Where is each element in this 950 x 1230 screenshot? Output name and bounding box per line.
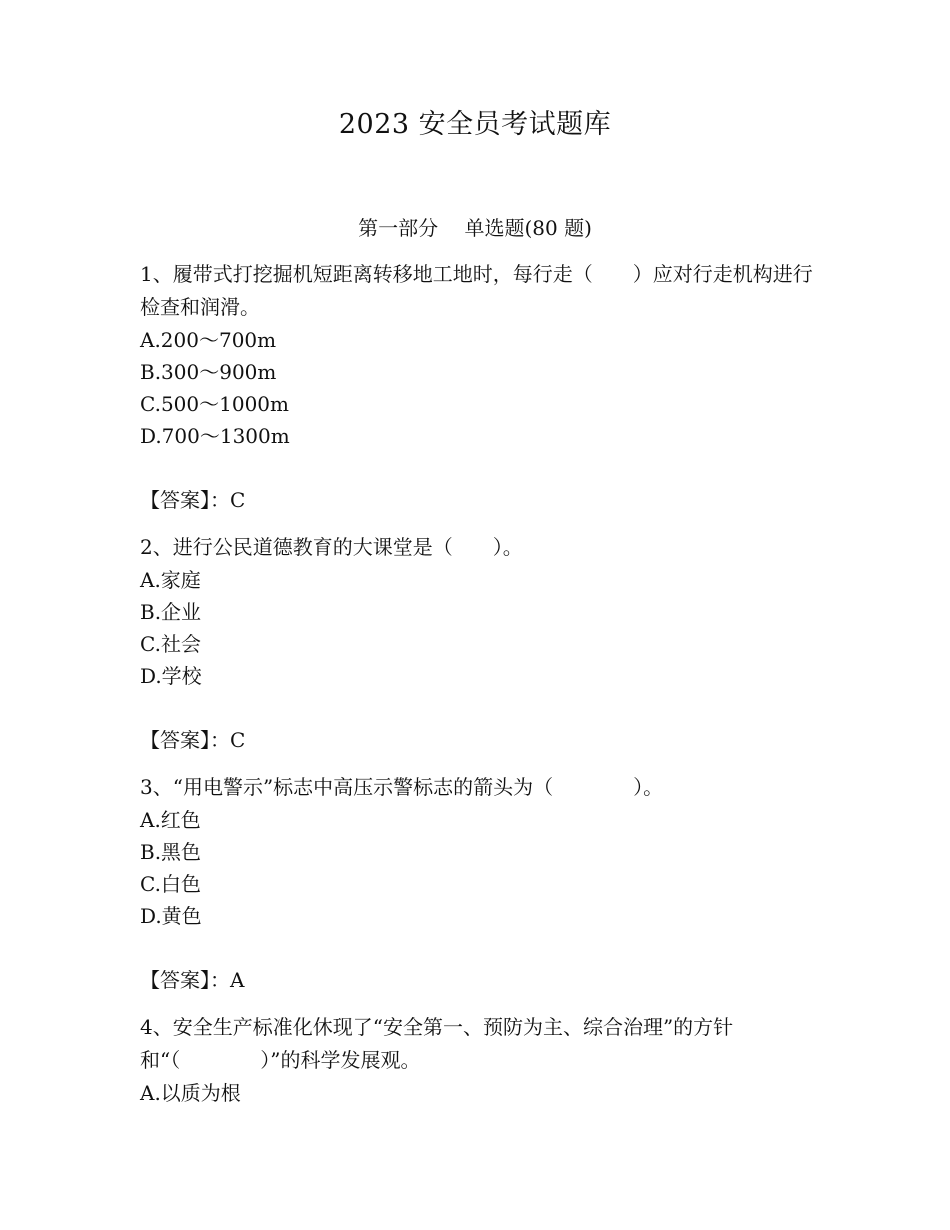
option-b: B.300～900m xyxy=(140,360,277,384)
option-a: A.红色 xyxy=(140,808,201,832)
question-3 xyxy=(140,771,820,997)
option-d: D.黄色 xyxy=(140,904,202,928)
option-c: C.500～1000m xyxy=(140,392,289,416)
answer-line xyxy=(140,484,820,517)
option-b: B.黑色 xyxy=(140,840,202,864)
answer-label: 【答案】： xyxy=(140,968,230,992)
answer-line xyxy=(140,724,820,757)
answer-label: 【答案】： xyxy=(140,728,230,752)
question-2 xyxy=(140,531,820,757)
answer-line xyxy=(140,964,820,997)
answer-value: C xyxy=(230,488,246,512)
question-text: 1、履带式打挖掘机短距离转移地工地时，每行走（ ）应对行走机构进行检查和润滑。 xyxy=(140,262,813,319)
question-list xyxy=(140,258,820,1109)
question-1 xyxy=(140,258,820,517)
answer-label: 【答案】： xyxy=(140,488,230,512)
document-title: 2023 安全员考试题库 xyxy=(338,109,612,140)
answer-value: C xyxy=(230,728,246,752)
section-heading: 第一部分 单选题(80 题) xyxy=(358,216,592,240)
question-4 xyxy=(140,1011,820,1109)
option-d: D.学校 xyxy=(140,664,202,688)
option-c: C.社会 xyxy=(140,632,201,656)
option-d: D.700～1300m xyxy=(140,424,290,448)
question-text: 3、“用电警示”标志中高压示警标志的箭头为（ ）。 xyxy=(140,775,664,799)
option-b: B.企业 xyxy=(140,600,202,624)
question-text: 4、安全生产标准化休现了“安全第一、预防为主、综合治理”的方针和“（ ）”的科学发展观。 xyxy=(140,1015,734,1072)
question-text: 2、进行公民道德教育的大课堂是（ ）。 xyxy=(140,535,523,559)
option-a: A.家庭 xyxy=(140,568,201,592)
answer-value: A xyxy=(230,968,245,992)
option-a: A.200～700m xyxy=(140,328,277,352)
option-c: C.白色 xyxy=(140,872,201,896)
option-a: A.以质为根 xyxy=(140,1081,241,1105)
